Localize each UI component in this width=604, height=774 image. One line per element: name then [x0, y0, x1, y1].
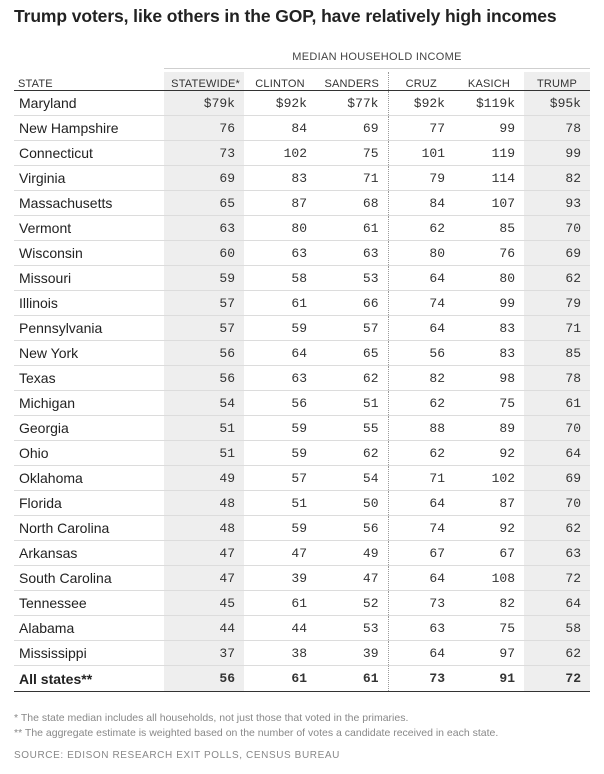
sanders-income-cell: 75 [316, 141, 388, 166]
statewide-income-cell: 56 [164, 666, 244, 692]
page-title: Trump voters, like others in the GOP, have relatively high incomes [14, 6, 557, 26]
statewide-income-cell: 44 [164, 616, 244, 641]
table-row [14, 316, 590, 341]
table-row [14, 266, 590, 291]
state-name-cell: Ohio [14, 441, 164, 466]
sanders-income-cell: $77k [316, 91, 388, 116]
state-name-cell: Wisconsin [14, 241, 164, 266]
state-name-cell: Mississippi [14, 641, 164, 666]
statewide-income-cell: 65 [164, 191, 244, 216]
kasich-income-cell: 85 [454, 216, 524, 241]
column-header-statewide: STATEWIDE* [164, 72, 244, 91]
clinton-income-cell: 102 [244, 141, 316, 166]
state-name-cell: Virginia [14, 166, 164, 191]
statewide-income-cell: 59 [164, 266, 244, 291]
kasich-income-cell: 99 [454, 291, 524, 316]
statewide-income-cell: 57 [164, 316, 244, 341]
sanders-income-cell: 69 [316, 116, 388, 141]
cruz-income-cell: 63 [388, 616, 454, 641]
footnote-aggregate: ** The aggregate estimate is weighted based on the number of votes a candidate received in each state. [14, 727, 499, 739]
clinton-income-cell: 64 [244, 341, 316, 366]
column-group-divider [164, 68, 590, 69]
state-name-cell: Texas [14, 366, 164, 391]
trump-income-cell: 82 [524, 166, 590, 191]
kasich-income-cell: 119 [454, 141, 524, 166]
state-name-cell: Michigan [14, 391, 164, 416]
state-name-cell: New York [14, 341, 164, 366]
kasich-income-cell: 102 [454, 466, 524, 491]
trump-income-cell: 62 [524, 266, 590, 291]
sanders-income-cell: 68 [316, 191, 388, 216]
state-name-cell: Alabama [14, 616, 164, 641]
statewide-income-cell: 56 [164, 366, 244, 391]
statewide-income-cell: 48 [164, 491, 244, 516]
table-row [14, 616, 590, 641]
trump-income-cell: 78 [524, 366, 590, 391]
clinton-income-cell: 51 [244, 491, 316, 516]
table-row [14, 141, 590, 166]
sanders-income-cell: 53 [316, 616, 388, 641]
column-header-sanders: SANDERS [316, 72, 388, 91]
table-row [14, 391, 590, 416]
statewide-income-cell: 49 [164, 466, 244, 491]
column-header-cruz: CRUZ [388, 72, 454, 91]
statewide-income-cell: 56 [164, 341, 244, 366]
trump-income-cell: 62 [524, 516, 590, 541]
cruz-income-cell: 101 [388, 141, 454, 166]
state-name-cell: South Carolina [14, 566, 164, 591]
clinton-income-cell: 59 [244, 516, 316, 541]
statewide-income-cell: 48 [164, 516, 244, 541]
cruz-income-cell: 64 [388, 266, 454, 291]
kasich-income-cell: 83 [454, 341, 524, 366]
table-row [14, 466, 590, 491]
table-row [14, 291, 590, 316]
state-name-cell: Missouri [14, 266, 164, 291]
table-row [14, 366, 590, 391]
kasich-income-cell: 83 [454, 316, 524, 341]
sanders-income-cell: 53 [316, 266, 388, 291]
state-name-cell: Illinois [14, 291, 164, 316]
clinton-income-cell: 63 [244, 366, 316, 391]
kasich-income-cell: 80 [454, 266, 524, 291]
clinton-income-cell: $92k [244, 91, 316, 116]
sanders-income-cell: 62 [316, 441, 388, 466]
table-row [14, 641, 590, 666]
sanders-income-cell: 47 [316, 566, 388, 591]
trump-income-cell: 63 [524, 541, 590, 566]
sanders-income-cell: 50 [316, 491, 388, 516]
cruz-income-cell: 62 [388, 441, 454, 466]
state-name-cell: Georgia [14, 416, 164, 441]
sanders-income-cell: 39 [316, 641, 388, 666]
cruz-income-cell: 73 [388, 666, 454, 692]
sanders-income-cell: 63 [316, 241, 388, 266]
cruz-income-cell: 80 [388, 241, 454, 266]
clinton-income-cell: 56 [244, 391, 316, 416]
table-total-row [14, 666, 590, 692]
state-name-cell: Oklahoma [14, 466, 164, 491]
cruz-income-cell: 64 [388, 641, 454, 666]
kasich-income-cell: $119k [454, 91, 524, 116]
statewide-income-cell: 57 [164, 291, 244, 316]
clinton-income-cell: 63 [244, 241, 316, 266]
trump-income-cell: 99 [524, 141, 590, 166]
state-name-cell: New Hampshire [14, 116, 164, 141]
sanders-income-cell: 62 [316, 366, 388, 391]
trump-income-cell: 85 [524, 341, 590, 366]
statewide-income-cell: 54 [164, 391, 244, 416]
table-row [14, 491, 590, 516]
footnote-statewide: * The state median includes all households, not just those that voted in the primaries. [14, 712, 409, 724]
table-row [14, 516, 590, 541]
statewide-income-cell: 73 [164, 141, 244, 166]
state-name-cell: North Carolina [14, 516, 164, 541]
state-name-cell: All states** [14, 666, 164, 692]
kasich-income-cell: 91 [454, 666, 524, 692]
sanders-income-cell: 57 [316, 316, 388, 341]
statewide-income-cell: 60 [164, 241, 244, 266]
clinton-income-cell: 83 [244, 166, 316, 191]
cruz-income-cell: 71 [388, 466, 454, 491]
sanders-income-cell: 56 [316, 516, 388, 541]
state-name-cell: Arkansas [14, 541, 164, 566]
statewide-income-cell: 47 [164, 541, 244, 566]
cruz-income-cell: 84 [388, 191, 454, 216]
statewide-income-cell: 69 [164, 166, 244, 191]
sanders-income-cell: 61 [316, 216, 388, 241]
statewide-income-cell: 47 [164, 566, 244, 591]
kasich-income-cell: 87 [454, 491, 524, 516]
trump-income-cell: 79 [524, 291, 590, 316]
state-name-cell: Massachusetts [14, 191, 164, 216]
clinton-income-cell: 87 [244, 191, 316, 216]
trump-income-cell: 72 [524, 666, 590, 692]
cruz-income-cell: 88 [388, 416, 454, 441]
state-name-cell: Pennsylvania [14, 316, 164, 341]
cruz-income-cell: 56 [388, 341, 454, 366]
clinton-income-cell: 47 [244, 541, 316, 566]
kasich-income-cell: 108 [454, 566, 524, 591]
trump-income-cell: $95k [524, 91, 590, 116]
trump-income-cell: 64 [524, 441, 590, 466]
clinton-income-cell: 59 [244, 316, 316, 341]
table-row [14, 91, 590, 116]
cruz-income-cell: 67 [388, 541, 454, 566]
state-name-cell: Vermont [14, 216, 164, 241]
sanders-income-cell: 66 [316, 291, 388, 316]
table-row [14, 191, 590, 216]
kasich-income-cell: 107 [454, 191, 524, 216]
table-row [14, 116, 590, 141]
state-name-cell: Florida [14, 491, 164, 516]
cruz-income-cell: $92k [388, 91, 454, 116]
clinton-income-cell: 59 [244, 416, 316, 441]
table-row [14, 166, 590, 191]
cruz-income-cell: 73 [388, 591, 454, 616]
cruz-income-cell: 64 [388, 491, 454, 516]
cruz-income-cell: 77 [388, 116, 454, 141]
state-name-cell: Connecticut [14, 141, 164, 166]
clinton-income-cell: 39 [244, 566, 316, 591]
clinton-income-cell: 58 [244, 266, 316, 291]
cruz-income-cell: 62 [388, 216, 454, 241]
trump-income-cell: 71 [524, 316, 590, 341]
state-name-cell: Tennessee [14, 591, 164, 616]
column-header-clinton: CLINTON [244, 72, 316, 91]
trump-income-cell: 70 [524, 216, 590, 241]
trump-income-cell: 61 [524, 391, 590, 416]
sanders-income-cell: 54 [316, 466, 388, 491]
trump-income-cell: 78 [524, 116, 590, 141]
kasich-income-cell: 75 [454, 616, 524, 641]
column-group-header: MEDIAN HOUSEHOLD INCOME [292, 51, 462, 63]
kasich-income-cell: 92 [454, 516, 524, 541]
clinton-income-cell: 80 [244, 216, 316, 241]
table-row [14, 591, 590, 616]
clinton-income-cell: 84 [244, 116, 316, 141]
statewide-income-cell: 45 [164, 591, 244, 616]
cruz-income-cell: 79 [388, 166, 454, 191]
sanders-income-cell: 71 [316, 166, 388, 191]
kasich-income-cell: 92 [454, 441, 524, 466]
kasich-income-cell: 75 [454, 391, 524, 416]
kasich-income-cell: 97 [454, 641, 524, 666]
kasich-income-cell: 114 [454, 166, 524, 191]
statewide-income-cell: 51 [164, 416, 244, 441]
column-header-state: STATE [14, 72, 164, 91]
sanders-income-cell: 61 [316, 666, 388, 692]
trump-income-cell: 70 [524, 416, 590, 441]
column-header-trump: TRUMP [524, 72, 590, 91]
sanders-income-cell: 51 [316, 391, 388, 416]
cruz-income-cell: 74 [388, 516, 454, 541]
trump-income-cell: 93 [524, 191, 590, 216]
cruz-income-cell: 82 [388, 366, 454, 391]
clinton-income-cell: 44 [244, 616, 316, 641]
table-row [14, 341, 590, 366]
kasich-income-cell: 82 [454, 591, 524, 616]
kasich-income-cell: 89 [454, 416, 524, 441]
kasich-income-cell: 99 [454, 116, 524, 141]
sanders-income-cell: 55 [316, 416, 388, 441]
trump-income-cell: 62 [524, 641, 590, 666]
table-row [14, 441, 590, 466]
kasich-income-cell: 98 [454, 366, 524, 391]
statewide-income-cell: 63 [164, 216, 244, 241]
table-row [14, 241, 590, 266]
clinton-income-cell: 61 [244, 591, 316, 616]
trump-income-cell: 70 [524, 491, 590, 516]
statewide-income-cell: 76 [164, 116, 244, 141]
statewide-income-cell: 51 [164, 441, 244, 466]
table-row [14, 541, 590, 566]
cruz-income-cell: 62 [388, 391, 454, 416]
trump-income-cell: 58 [524, 616, 590, 641]
statewide-income-cell: $79k [164, 91, 244, 116]
clinton-income-cell: 38 [244, 641, 316, 666]
cruz-income-cell: 64 [388, 566, 454, 591]
statewide-income-cell: 37 [164, 641, 244, 666]
income-table [14, 72, 590, 692]
sanders-income-cell: 65 [316, 341, 388, 366]
clinton-income-cell: 61 [244, 291, 316, 316]
sanders-income-cell: 49 [316, 541, 388, 566]
column-header-kasich: KASICH [454, 72, 524, 91]
sanders-income-cell: 52 [316, 591, 388, 616]
kasich-income-cell: 67 [454, 541, 524, 566]
state-name-cell: Maryland [14, 91, 164, 116]
trump-income-cell: 64 [524, 591, 590, 616]
table-row [14, 566, 590, 591]
clinton-income-cell: 59 [244, 441, 316, 466]
clinton-income-cell: 57 [244, 466, 316, 491]
trump-income-cell: 69 [524, 241, 590, 266]
table-row [14, 416, 590, 441]
table-header-row [14, 72, 590, 91]
clinton-income-cell: 61 [244, 666, 316, 692]
kasich-income-cell: 76 [454, 241, 524, 266]
table-row [14, 216, 590, 241]
trump-income-cell: 69 [524, 466, 590, 491]
trump-income-cell: 72 [524, 566, 590, 591]
cruz-income-cell: 64 [388, 316, 454, 341]
source-credit: SOURCE: EDISON RESEARCH EXIT POLLS, CENSUS BUREAU [14, 750, 340, 761]
cruz-income-cell: 74 [388, 291, 454, 316]
